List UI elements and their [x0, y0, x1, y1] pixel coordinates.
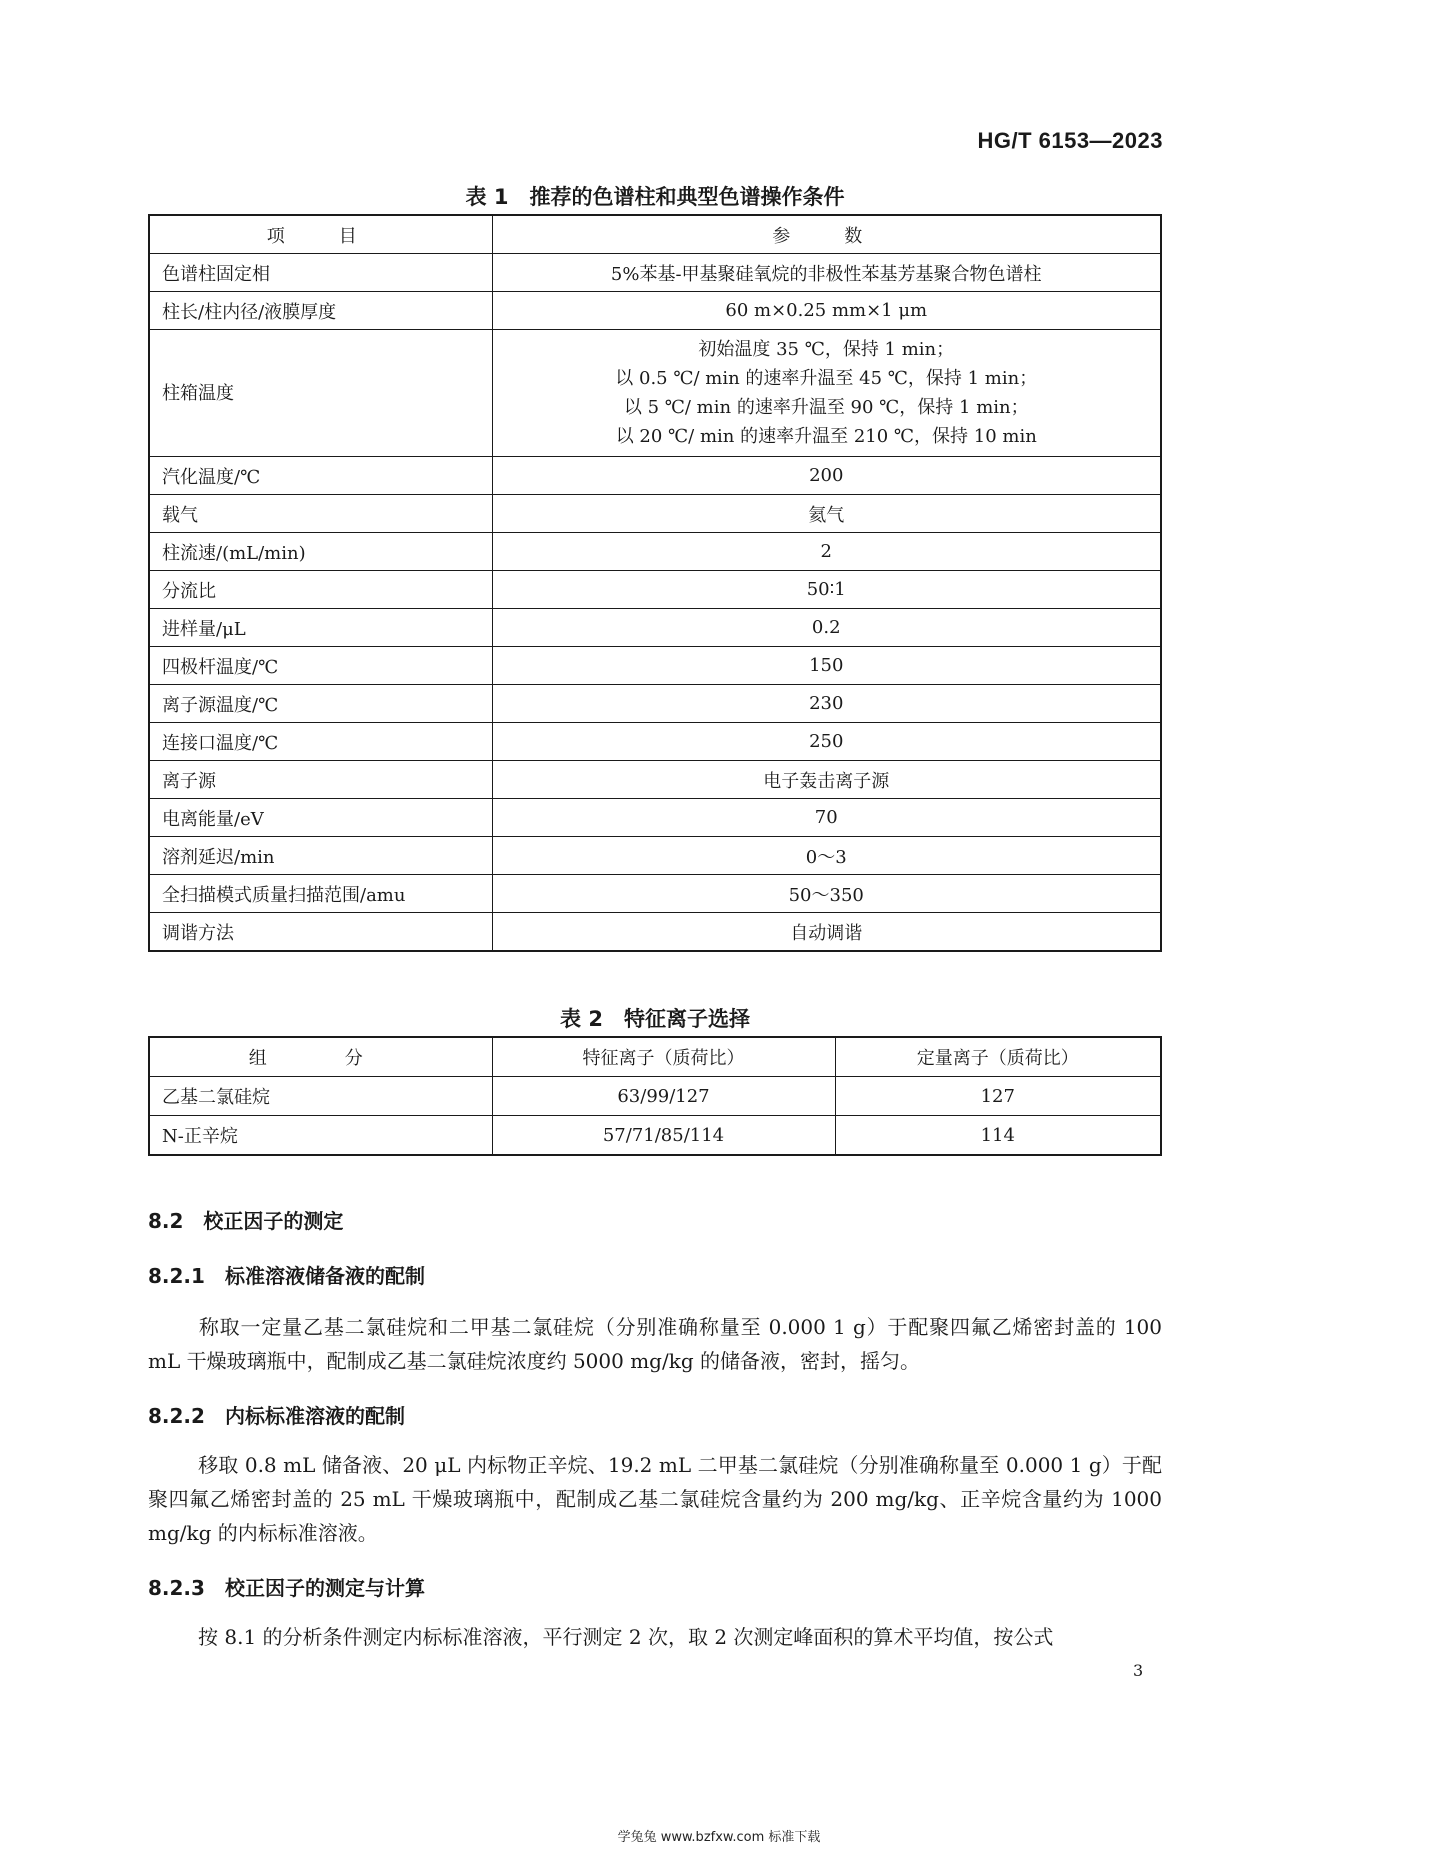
parameter-name: 柱长/柱内径/液膜厚度	[149, 292, 492, 330]
char-ions: 63/99/127	[492, 1077, 835, 1116]
parameter-name: 柱箱温度	[149, 330, 492, 457]
parameter-value: 200	[492, 457, 1161, 495]
component-name: 乙基二氯硅烷	[149, 1077, 492, 1116]
table-row	[149, 457, 1161, 495]
parameter-name: 离子源	[149, 761, 492, 799]
page-number: 3	[1133, 1661, 1144, 1680]
table-row	[149, 913, 1161, 952]
component-name: N-正辛烷	[149, 1116, 492, 1156]
table2-header-char-ions: 特征离子（质荷比）	[492, 1037, 835, 1077]
parameter-name: 载气	[149, 495, 492, 533]
table-row	[149, 292, 1161, 330]
parameter-name: 汽化温度/℃	[149, 457, 492, 495]
table1-header-item: 项 目	[149, 215, 492, 254]
temperature-program-line: 以 20 ℃/ min 的速率升温至 210 ℃，保持 10 min	[615, 426, 1037, 447]
parameter-value: 2	[492, 533, 1161, 571]
char-ions: 57/71/85/114	[492, 1116, 835, 1156]
parameter-name: 电离能量/eV	[149, 799, 492, 837]
table-row	[149, 1077, 1161, 1116]
temperature-program-line: 以 0.5 ℃/ min 的速率升温至 45 ℃，保持 1 min；	[615, 368, 1038, 389]
parameter-name: 溶剂延迟/min	[149, 837, 492, 875]
table-row	[149, 330, 1161, 457]
section-8-2-2-paragraph: 移取 0.8 mL 储备液、20 μL 内标物正辛烷、19.2 mL 二甲基二氯硅烷（分别准确称量至 0.000 1 g）于配聚四氟乙烯密封盖的 25 mL 干燥玻璃瓶中，配制成乙基二氯硅烷含量约为 200 mg/kg、正辛烷含量约为 1000 mg/kg 的内标标准溶液。	[148, 1453, 1162, 1545]
table-row	[149, 1116, 1161, 1156]
parameter-name: 分流比	[149, 571, 492, 609]
parameter-name: 调谐方法	[149, 913, 492, 952]
section-8-2-heading: 8.2 校正因子的测定	[148, 1209, 344, 1233]
parameter-value: 自动调谐	[492, 913, 1161, 952]
parameter-value: 250	[492, 723, 1161, 761]
table-row	[149, 875, 1161, 913]
table1-caption: 表 1 推荐的色谱柱和典型色谱操作条件	[465, 185, 845, 209]
parameter-name: 四极杆温度/℃	[149, 647, 492, 685]
section-8-2-1-paragraph: 称取一定量乙基二氯硅烷和二甲基二氯硅烷（分别准确称量至 0.000 1 g）于配聚四氟乙烯密封盖的 100 mL 干燥玻璃瓶中，配制成乙基二氯硅烷浓度约 5000 mg/kg 的储备液，密封，摇匀。	[148, 1315, 1162, 1373]
section-8-2-2-heading: 8.2.2 内标标准溶液的配制	[148, 1404, 405, 1428]
parameter-name: 柱流速/(mL/min)	[149, 533, 492, 571]
table-row	[149, 647, 1161, 685]
standard-code: HG/T 6153—2023	[977, 128, 1163, 153]
parameter-name: 色谱柱固定相	[149, 254, 492, 292]
parameter-value: 0～3	[492, 837, 1161, 875]
table1	[148, 214, 1162, 952]
table-row	[149, 837, 1161, 875]
table-row	[149, 723, 1161, 761]
table1-header-value: 参 数	[492, 215, 1161, 254]
table-row	[149, 609, 1161, 647]
section-8-2-1-heading: 8.2.1 标准溶液储备液的配制	[148, 1264, 425, 1288]
temperature-program-line: 以 5 ℃/ min 的速率升温至 90 ℃，保持 1 min；	[623, 397, 1029, 418]
footer-watermark-text: 学兔兔 www.bzfxw.com 标准下载	[617, 1830, 821, 1845]
table2	[148, 1036, 1162, 1156]
parameter-value: 230	[492, 685, 1161, 723]
table1-header-row	[149, 215, 1161, 254]
parameter-value: 150	[492, 647, 1161, 685]
temperature-program-line: 初始温度 35 ℃，保持 1 min；	[698, 339, 955, 360]
parameter-value: 5%苯基-甲基聚硅氧烷的非极性苯基芳基聚合物色谱柱	[492, 254, 1161, 292]
parameter-value: 60 m×0.25 mm×1 μm	[492, 292, 1161, 330]
section-8-2-3-paragraph: 按 8.1 的分析条件测定内标标准溶液，平行测定 2 次，取 2 次测定峰面积的算术平均值，按公式	[198, 1625, 1054, 1649]
parameter-name: 全扫描模式质量扫描范围/amu	[149, 875, 492, 913]
table2-header-row	[149, 1037, 1161, 1077]
quant-ion: 114	[835, 1116, 1161, 1156]
parameter-value: 50～350	[492, 875, 1161, 913]
parameter-value: 电子轰击离子源	[492, 761, 1161, 799]
parameter-value	[492, 330, 1161, 457]
parameter-name: 连接口温度/℃	[149, 723, 492, 761]
section-8-2-3-heading: 8.2.3 校正因子的测定与计算	[148, 1576, 425, 1600]
table-row	[149, 495, 1161, 533]
parameter-name: 离子源温度/℃	[149, 685, 492, 723]
table-row	[149, 571, 1161, 609]
table-row	[149, 254, 1161, 292]
table2-header-quant-ion: 定量离子（质荷比）	[835, 1037, 1161, 1077]
parameter-value: 0.2	[492, 609, 1161, 647]
parameter-value: 氦气	[492, 495, 1161, 533]
table2-header-component: 组 分	[149, 1037, 492, 1077]
table-row	[149, 761, 1161, 799]
quant-ion: 127	[835, 1077, 1161, 1116]
parameter-value: 70	[492, 799, 1161, 837]
table-row	[149, 685, 1161, 723]
table-row	[149, 799, 1161, 837]
table2-caption: 表 2 特征离子选择	[560, 1007, 750, 1031]
parameter-name: 进样量/μL	[149, 609, 492, 647]
table-row	[149, 533, 1161, 571]
parameter-value: 50∶1	[492, 571, 1161, 609]
